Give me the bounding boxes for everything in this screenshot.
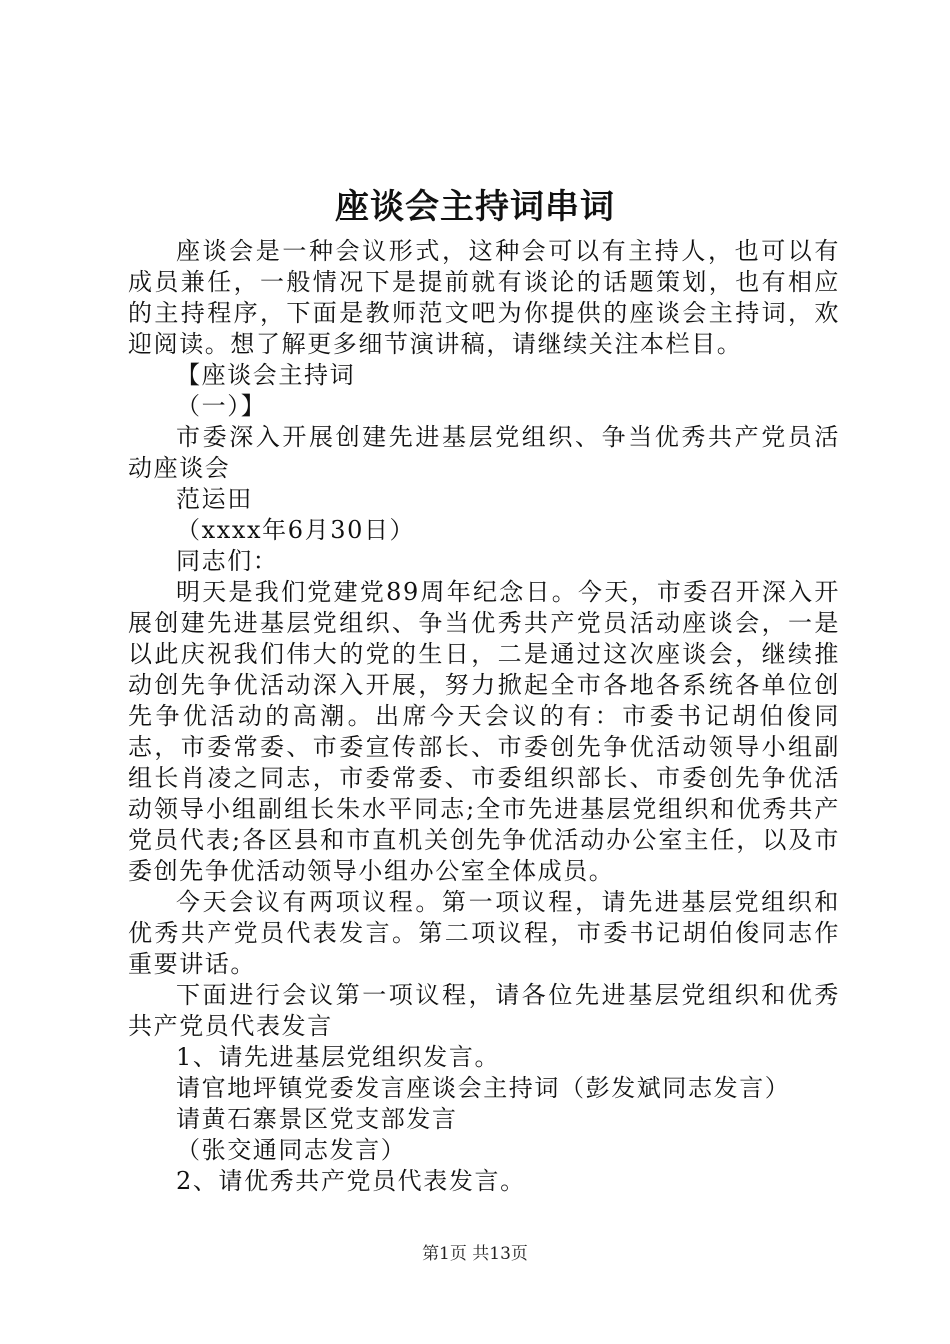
speech-title: 市委深入开展创建先进基层党组织、争当优秀共产党员活动座谈会: [128, 423, 840, 482]
document-body: [128, 236, 840, 1197]
section-heading: 【座谈会主持词: [176, 361, 356, 389]
page-footer: 第1页 共13页: [422, 1244, 528, 1264]
body-paragraph: 下面进行会议第一项议程，请各位先进基层党组织和优秀共产党员代表发言: [128, 981, 840, 1040]
speaker-name: 范运田: [176, 485, 253, 513]
body-paragraph: 明天是我们党建党89周年纪念日。今天，市委召开深入开展创建先进基层党组织、争当优秀共产党员活动座谈会，一是以此庆祝我们伟大的党的生日，二是通过这次座谈会，继续推动创先争优活动深入开展，努力掀起全市各地各系统各单位创先争优活动的高潮。出席今天会议的有：市委书记胡伯俊同志，市委常委、市委宣传部长、市委创先争优活动领导小组副组长肖凌之同志，市委常委、市委组织部长、市委创先争优活动领导小组副组长朱水平同志;全市先进基层党组织和优秀共产党员代表;各区县和市直机关创先争优活动办公室主任，以及市委创先争优活动领导小组办公室全体成员。: [128, 578, 840, 885]
list-item: 1、请先进基层党组织发言。: [176, 1043, 501, 1071]
speech-date: （xxxx年6月30日）: [176, 516, 416, 544]
document-title: 座谈会主持词串词: [335, 187, 615, 227]
list-item: 2、请优秀共产党员代表发言。: [176, 1167, 526, 1195]
salutation: 同志们：: [176, 547, 279, 575]
body-paragraph: 今天会议有两项议程。第一项议程，请先进基层党组织和优秀共产党员代表发言。第二项议程，市委书记胡伯俊同志作重要讲话。: [128, 888, 840, 978]
section-heading-number: （一）】: [176, 392, 267, 420]
list-item: （张交通同志发言）: [176, 1136, 407, 1164]
list-item: 请官地坪镇党委发言座谈会主持词（彭发斌同志发言）: [176, 1074, 791, 1102]
intro-paragraph: 座谈会是一种会议形式，这种会可以有主持人，也可以有成员兼任，一般情况下是提前就有谈论的话题策划，也有相应的主持程序，下面是教师范文吧为你提供的座谈会主持词，欢迎阅读。想了解更多细节演讲稿，请继续关注本栏目。: [128, 237, 840, 358]
list-item: 请黄石寨景区党支部发言: [176, 1105, 458, 1133]
